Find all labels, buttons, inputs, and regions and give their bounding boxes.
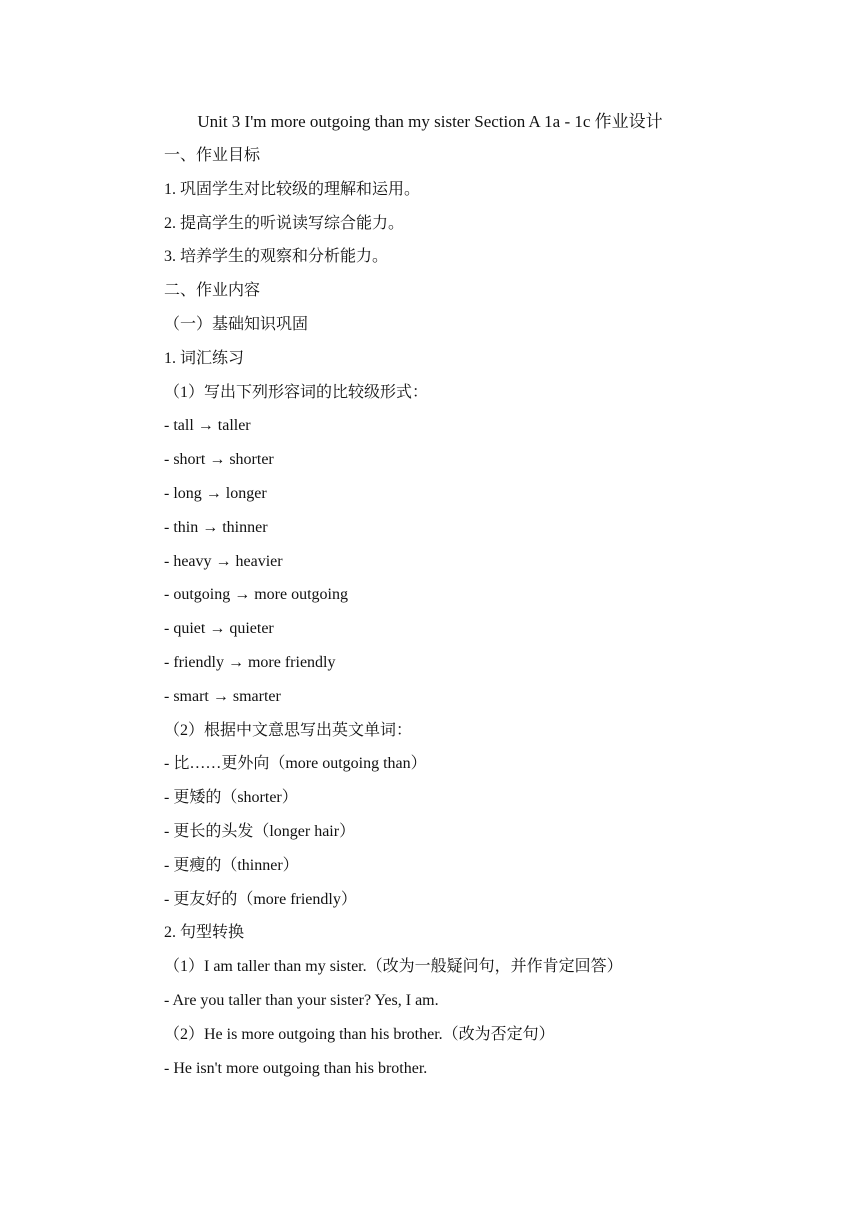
subsection-heading: （一）基础知识巩固	[164, 315, 309, 333]
list-item: - short → shorter	[164, 451, 274, 469]
exercise-question: （2）He is more outgoing than his brother.（改为否定句）	[164, 1025, 555, 1043]
exercise-answer: - Are you taller than your sister? Yes, I am.	[164, 991, 439, 1009]
list-item: - tall → taller	[164, 417, 251, 435]
list-item: - 更长的头发（longer hair）	[164, 822, 356, 840]
list-item: - smart → smarter	[164, 687, 281, 705]
document-body	[164, 144, 784, 1090]
section-heading-goals: 一、作业目标	[164, 147, 261, 164]
goal-item: 2. 提高学生的听说读写综合能力。	[164, 214, 405, 232]
list-item: - heavy → heavier	[164, 552, 283, 570]
list-item: - thin → thinner	[164, 518, 268, 536]
exercise-question: （1）I am taller than my sister.（改为一般疑问句，并作肯定回答）	[164, 958, 623, 976]
list-item: - 更瘦的（thinner）	[164, 856, 299, 874]
exercise-instruction: （2）根据中文意思写出英文单词：	[164, 721, 413, 739]
section-heading-content: 二、作业内容	[164, 282, 261, 300]
exercise-heading: 1. 词汇练习	[164, 349, 245, 367]
list-item: - 更矮的（shorter）	[164, 789, 298, 807]
goal-item: 1. 巩固学生对比较级的理解和运用。	[164, 180, 421, 198]
list-item: - outgoing → more outgoing	[164, 586, 348, 604]
document-title: Unit 3 I'm more outgoing than my sister Section A 1a - 1c 作业设计	[197, 112, 663, 131]
list-item: - quiet → quieter	[164, 620, 274, 638]
exercise-answer: - He isn't more outgoing than his brother.	[164, 1059, 428, 1077]
list-item: - 更友好的（more friendly）	[164, 890, 357, 908]
exercise-instruction: （1）写出下列形容词的比较级形式：	[164, 383, 429, 401]
list-item: - 比……更外向（more outgoing than）	[164, 755, 427, 773]
exercise-heading: 2. 句型转换	[164, 924, 245, 942]
list-item: - friendly → more friendly	[164, 653, 336, 671]
goal-item: 3. 培养学生的观察和分析能力。	[164, 248, 389, 266]
list-item: - long → longer	[164, 484, 267, 502]
